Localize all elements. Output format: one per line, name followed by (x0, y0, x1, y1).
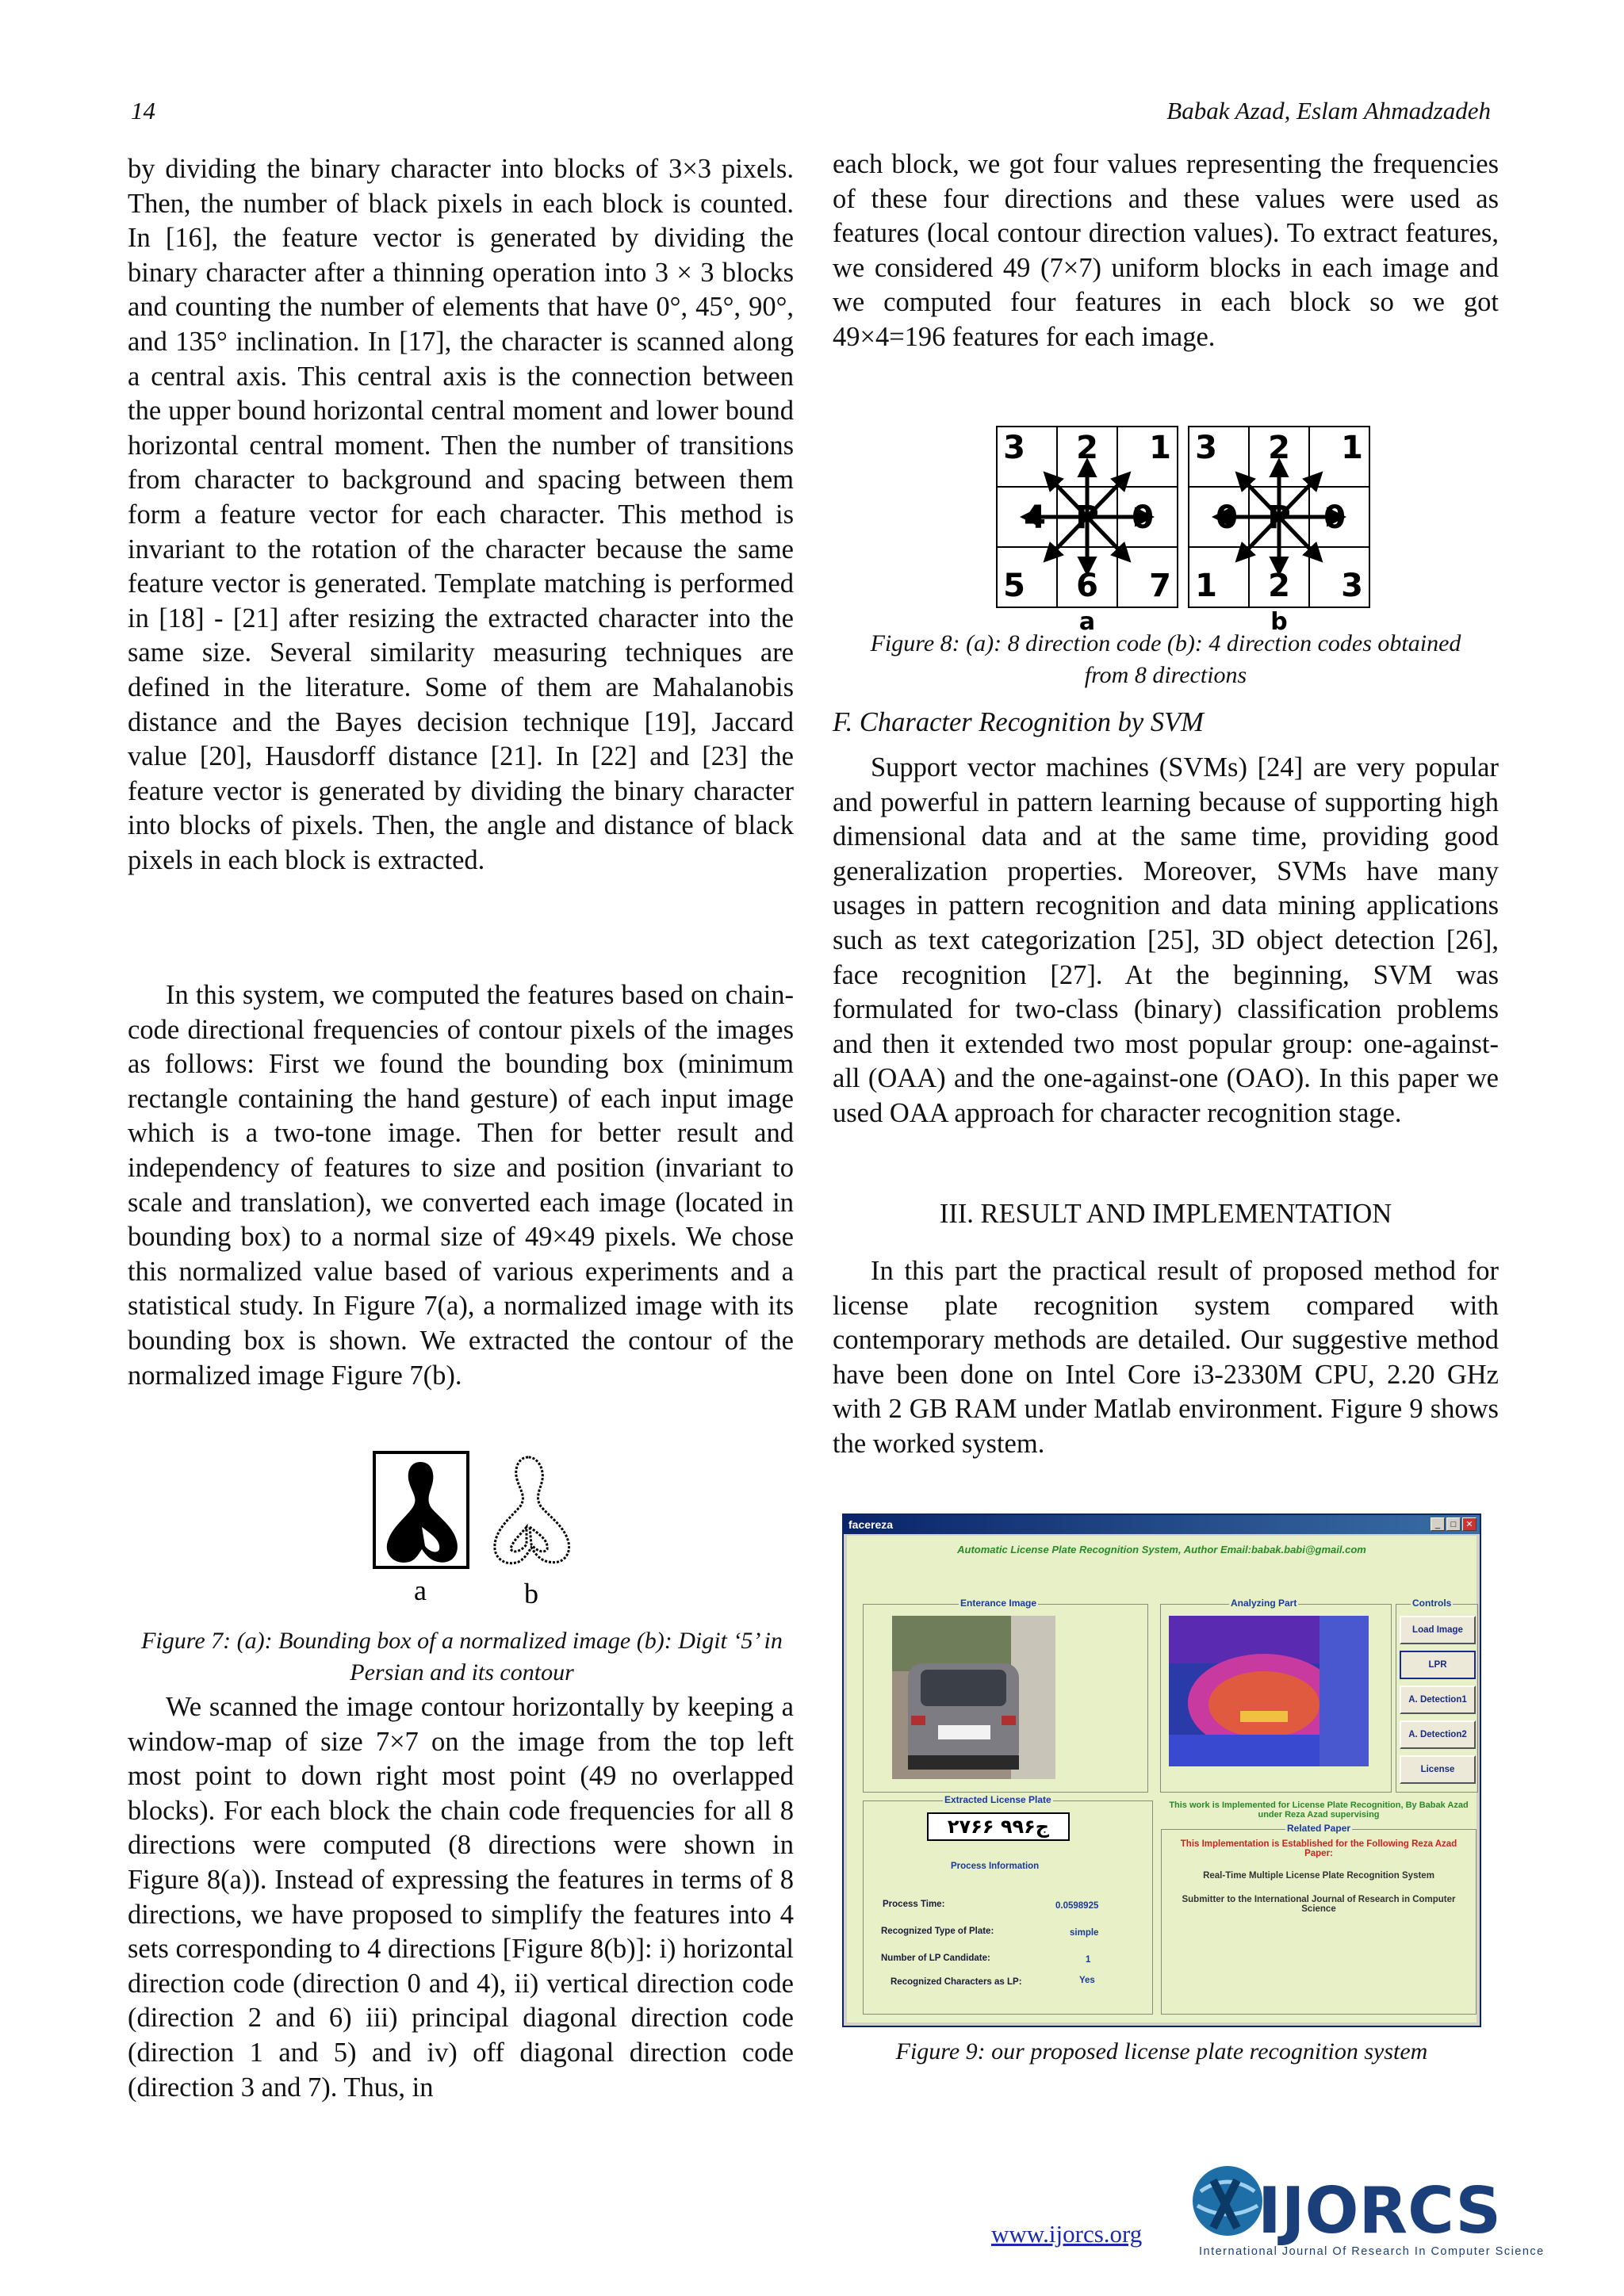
info-panel (1158, 1800, 1480, 2015)
section-f-heading: F. Character Recognition by SVM (833, 707, 1204, 737)
app-body (847, 1536, 1477, 2022)
minimize-icon[interactable]: _ (1431, 1517, 1445, 1531)
section-iii-heading: III. RESULT AND IMPLEMENTATION (939, 1199, 1392, 1229)
fig8-grid-b-cell-2: 1 (1341, 430, 1363, 466)
process-time-value: 0.0598925 (1055, 1901, 1099, 1911)
running-header-authors: Babak Azad, Eslam Ahmadzadeh (1166, 97, 1491, 124)
ijorcs-logo (1189, 2156, 1545, 2260)
load-image-button[interactable]: Load Image (1400, 1616, 1476, 1644)
work-note: This work is Implemented for License Plate Recognition, By Babak Azad under Reza Azad supervising (1169, 1800, 1469, 1820)
page-number: 14 (131, 97, 155, 124)
figure-8-caption: Figure 8: (a): 8 direction code (b): 4 direction codes obtained from 8 directions (870, 630, 1461, 688)
left-paragraph-3: We scanned the image contour horizontally by keeping a window-map of size 7×7 on the image from the top left most point to down right most point (49 no overlapped blocks). For each block the chain code frequencies for all 8 directions were computed (8 directions were shown in Figure 8(a)). Instead of expressing the features in terms of 8 directions, we have proposed to simplify the features into 4 sets corresponding to 4 directions [Figure 8(b)]: i) horizontal direction code (direction 0 and 4), ii) vertical direction code (direction 2 and 6) iii) principal diagonal direction code (direction 1 and 5) and iv) off diagonal direction code (direction 3 and 7). Thus, in (128, 1692, 794, 2103)
left-column-bottom (128, 1690, 794, 2105)
fig8-grid-a-cell-2: 1 (1149, 430, 1171, 466)
app-window (842, 1513, 1481, 2027)
car-photo (892, 1616, 1055, 1779)
maximize-icon[interactable]: □ (1446, 1517, 1461, 1531)
close-icon[interactable]: ✕ (1462, 1517, 1477, 1531)
detection2-button[interactable]: A. Detection2 (1400, 1720, 1476, 1749)
app-title: Automatic License Plate Recognition System, Author Email:babak.babi@gmail.com (957, 1544, 1366, 1556)
left-paragraph-2: In this system, we computed the features based on chain-code directional frequencies of contour pixels of the images as follows: First we found the bounding box (minimum rectangle containing the hand gesture) of each input image which is a two-tone image. Then for better result and independency of features to size and position (invariant to scale and translation), we converted each image (located in bounding box) to a normal size of 49×49 pixels. We chose this normalized value based of various experiments and a statistical study. In Figure 7(a), a normalized image with its bounding box is shown. We extracted the contour of the normalized image Figure 7(b). (128, 980, 794, 1391)
analyzing-panel (1160, 1598, 1392, 1793)
plate-text: ۲۷ج۹۹۶ ۶۶ (947, 1816, 1050, 1838)
fig8-grid-b-cell-5: 0 (1323, 499, 1346, 536)
fig8-grid-b-cell-1: 2 (1268, 430, 1290, 466)
right-paragraph-1: each block, we got four values representing the frequencies of these four directions and these values were used as features (local contour direction values). To extract features, we considered 49 (7×7) uniform blocks in each image and we computed four features in each block so we got 49×4=196 features for each image. (833, 149, 1499, 352)
candidate-count-value: 1 (1086, 1955, 1091, 1965)
extracted-plate-panel (863, 1794, 1153, 2015)
window-title: facereza (848, 1518, 894, 1531)
fig8-grid-a-cell-4: P (1075, 499, 1099, 536)
controls-panel (1396, 1598, 1478, 1793)
right-column-top (833, 147, 1499, 355)
figure-7 (373, 1451, 595, 1609)
fig8-grid-a-cell-6: 5 (1003, 568, 1025, 604)
right-column-bottom (833, 1254, 1499, 1462)
fig8-grid-b-cell-4: P (1267, 499, 1291, 536)
entrance-image-panel (863, 1598, 1148, 1793)
controls-label: Controls (1412, 1598, 1452, 1609)
right-paragraph-3: In this part the practical result of proposed method for license plate recognition system compared with contemporary methods are detailed. Our suggestive method have been done on Intel Core i3-2330M CPU, 2.20 GHz with 2 GB RAM under Matlab environment. Figure 9 shows the worked system. (833, 1256, 1499, 1459)
detection1-button[interactable]: A. Detection1 (1400, 1686, 1476, 1714)
analysis-heatmap (1169, 1616, 1369, 1766)
license-button[interactable]: License (1400, 1755, 1476, 1784)
recognized-chars-value: Yes (1079, 1976, 1095, 1985)
related-paper-box (1161, 1823, 1477, 2015)
fig7-label-a: a (414, 1575, 427, 1606)
fig8-grid-a-cell-0: 3 (1003, 430, 1025, 466)
logo-subtitle: International Journal Of Research In Computer Science (1199, 2245, 1545, 2258)
process-time-label: Process Time: (883, 1900, 945, 1909)
fig8-grid-a-cell-8: 7 (1149, 568, 1171, 604)
analyzing-label: Analyzing Part (1231, 1598, 1297, 1609)
process-info-label: Process Information (951, 1862, 1040, 1871)
left-column-mid (128, 978, 794, 1393)
established-note: This Implementation is Established for the Following Reza Azad Paper: (1180, 1839, 1457, 1858)
window-titlebar[interactable] (844, 1515, 1480, 1534)
fig8-grid-a-cell-7: 6 (1076, 568, 1098, 604)
paper-title: Real-Time Multiple License Plate Recognition System (1203, 1871, 1434, 1881)
logo-text: IJORCS (1258, 2174, 1501, 2248)
fig8-label-b: b (1270, 608, 1288, 636)
figure-8 (995, 425, 1376, 636)
figure-9-caption: Figure 9: our proposed license plate recognition system (895, 2038, 1428, 2064)
entrance-image-label: Enterance Image (960, 1598, 1037, 1609)
plate-type-label: Recognized Type of Plate: (881, 1927, 994, 1936)
fig7-label-b: b (524, 1578, 538, 1609)
fig8-grid-a-cell-1: 2 (1076, 430, 1098, 466)
lpr-button[interactable]: LPR (1400, 1651, 1476, 1679)
extracted-plate-label: Extracted License Plate (944, 1794, 1051, 1805)
window-controls (1431, 1517, 1477, 1531)
left-paragraph-1: by dividing the binary character into blocks of 3×3 pixels. Then, the number of black pixels in each block is counted. In [16], the feature vector is generated by dividing the binary character after a thinning operation into 3 × 3 blocks and counting the number of elements that have 0°, 45°, 90°, and 135° inclination. In [17], the character is scanned along a central axis. This central axis is the connection between the upper bound horizontal central moment and lower bound horizontal central moment. Then the number of transitions from character to background and spacing between them form a feature vector for each character. This method is invariant to the rotation of the character because the same feature vector is generated. Template matching is performed in [18] - [21] after resizing the extracted character into the same size. Several similarity measuring techniques are defined in the literature. Some of them are Mahalanobis distance and the Bayes decision technique [19], Jaccard value [20], Hausdorff distance [21]. In [22] and [23] the feature vector is generated by dividing the binary character into blocks of pixels. Then, the angle and distance of black pixels in each block is extracted. (128, 154, 794, 875)
submission-note: Submitter to the International Journal of Research in Computer Science (1182, 1895, 1456, 1914)
fig8-grid-b-cell-6: 1 (1195, 568, 1217, 604)
fig8-grid-b-cell-8: 3 (1341, 568, 1363, 604)
right-column-mid (833, 751, 1499, 1131)
persian-digit-5-contour (495, 1457, 569, 1563)
recognized-chars-label: Recognized Characters as LP: (891, 1977, 1022, 1987)
left-column-top (128, 152, 794, 878)
fig8-grid-b-cell-0: 3 (1195, 430, 1217, 466)
fig8-grid-b-cell-3: 0 (1216, 499, 1238, 536)
related-paper-label: Related Paper (1287, 1823, 1351, 1834)
fig8-grid-b-cell-7: 2 (1268, 568, 1290, 604)
fig8-label-a: a (1078, 608, 1096, 636)
footer-url[interactable]: www.ijorcs.org (991, 2220, 1143, 2248)
extracted-plate-image (927, 1812, 1070, 1841)
plate-type-value: simple (1070, 1928, 1099, 1938)
candidate-count-label: Number of LP Candidate: (881, 1954, 990, 1963)
fig8-grid-a-cell-3: 4 (1024, 499, 1046, 536)
right-paragraph-2: Support vector machines (SVMs) [24] are very popular and powerful in pattern learning because of supporting high dimensional data and at the same time, providing good generalization properties. Moreover, SVMs have many usages in pattern recognition and data mining applications such as text categorization [25], 3D object detection [26], face recognition [27]. At the beginning, SVM was formulated for two-class (binary) classification problems and then it extended two most popular group: one-against-all (OAA) and the one-against-one (OAO). In this paper we used OAA approach for character recognition stage. (833, 752, 1499, 1128)
persian-digit-5-filled (387, 1462, 458, 1563)
figure-7-caption: Figure 7: (a): Bounding box of a normalized image (b): Digit ‘5’ in Persian and its contour (141, 1628, 783, 1686)
fig8-grid-a-cell-5: 0 (1132, 499, 1154, 536)
